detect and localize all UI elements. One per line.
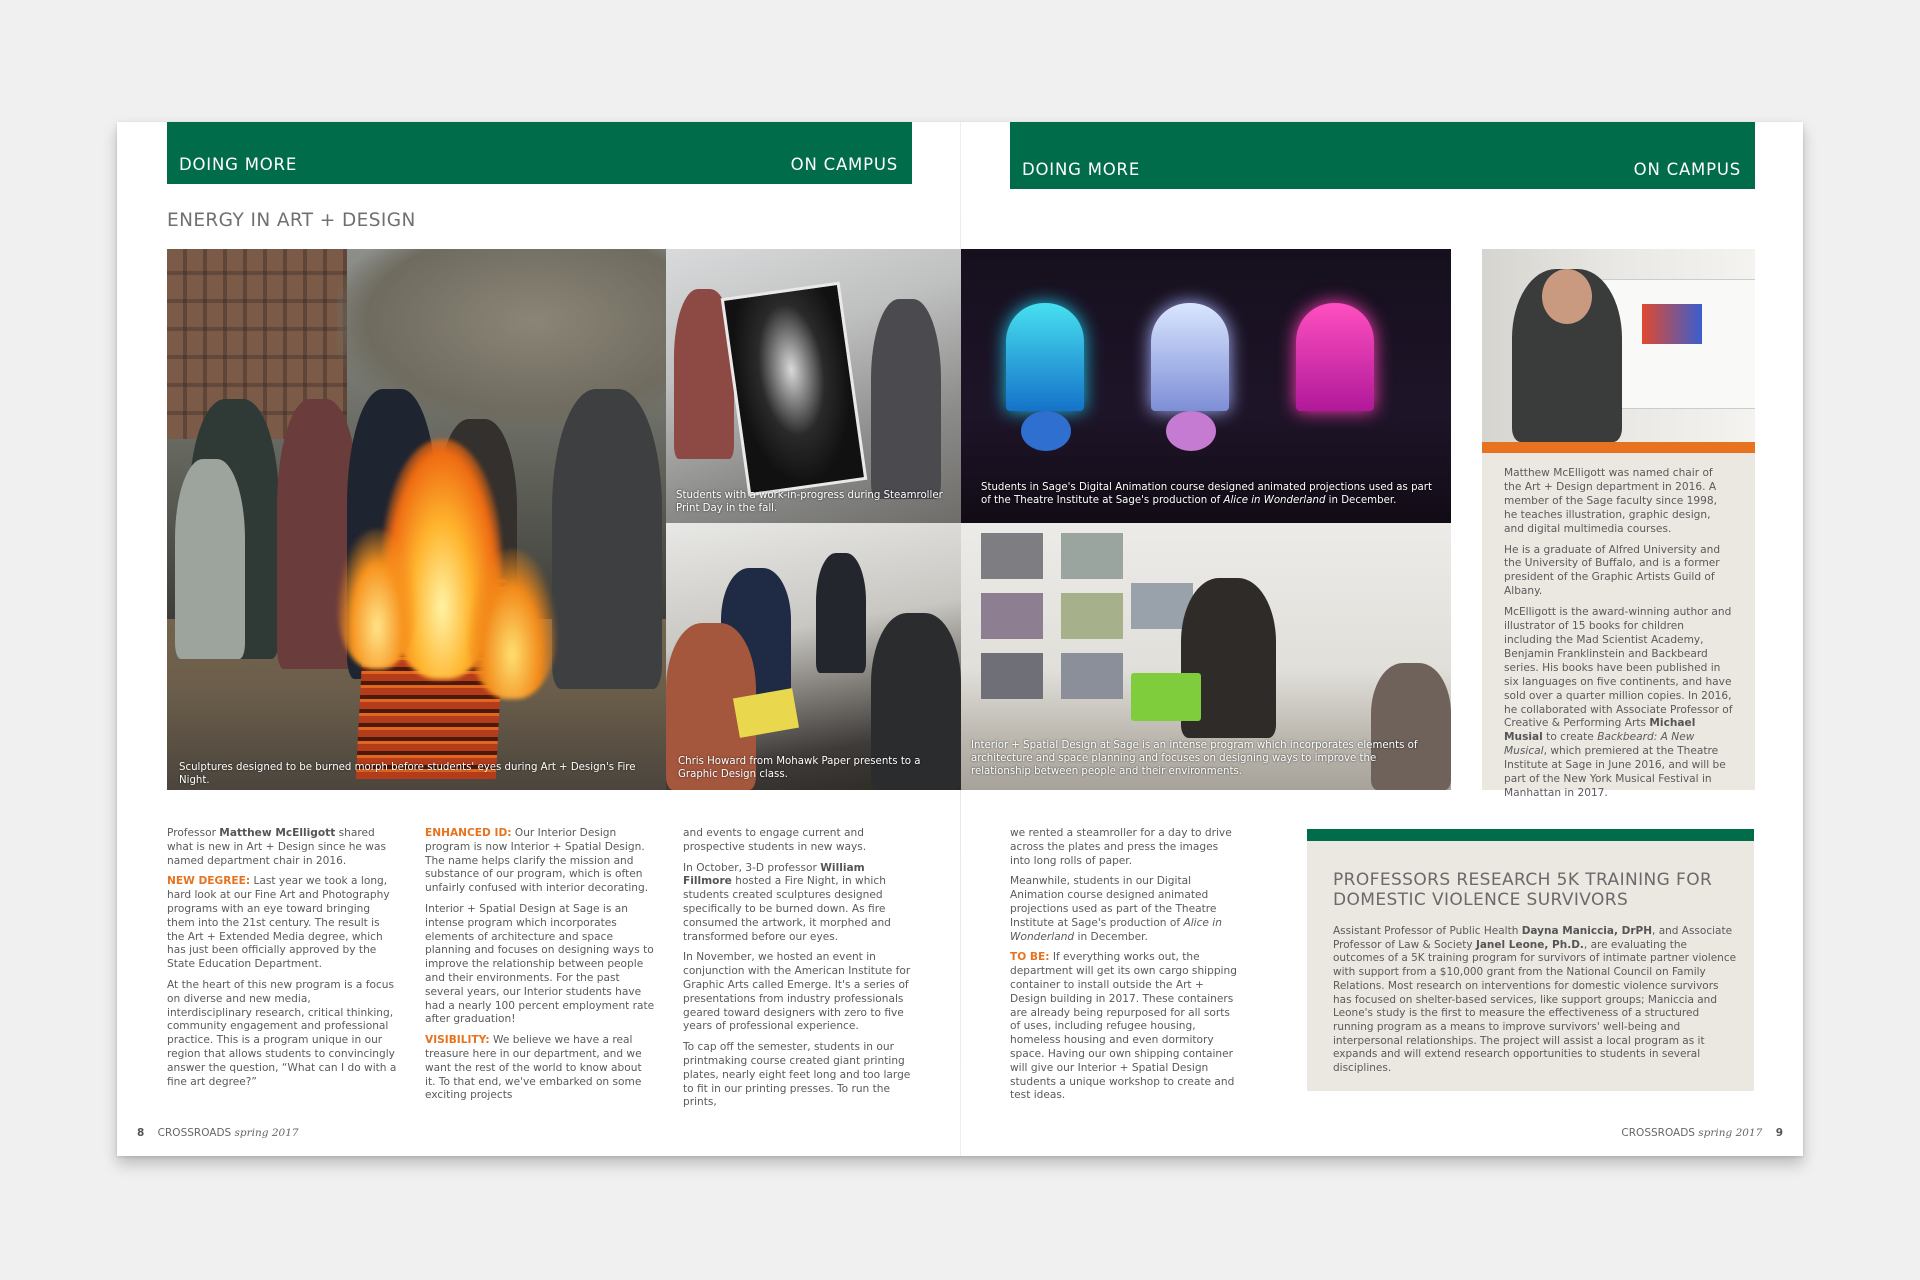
text: hosted a Fire Night, in which students created sculptures designed specifically to be burned down. As fire consumed the artwork, it morphed and transformed before our eyes. [683,875,891,943]
professor-photo [1482,249,1755,442]
bio-text: McElligott is the award-winning author and illustrator of 15 books for children including the Mad Scientist Academy, Benjamin Franklinstein and Backbeard series. His books have been published in six languages on five continents, and have sold over a quarter million copies. In 2016, he collaborated with Associate Professor of Creative & Performing Arts [1504,606,1733,730]
projected-face [1166,411,1216,451]
subhead-label: NEW DEGREE: [167,875,251,888]
bio-paragraph [1504,606,1733,801]
name: Matthew McElligott [219,827,336,839]
pinned-drawing [1061,533,1123,579]
caption-doors [981,481,1441,507]
section-title: ENERGY IN ART + DESIGN [167,210,416,231]
article-column-4 [1010,827,1240,1110]
pinned-drawing [981,593,1043,639]
caption-print: Students with a work-in-progress during Steamroller Print Day in the fall. [676,490,943,514]
pinned-drawing [1061,653,1123,699]
bio-panel [1482,453,1755,799]
footer-right [1621,1127,1783,1139]
person [816,553,866,673]
article-column-1 [167,827,397,1096]
bio-title: Backbeard: A New Musical [1504,731,1695,758]
projected-door [1296,303,1374,411]
bio-paragraph: Matthew McElligott was named chair of the Art + Design department in 2016. A member of the Sage faculty since 1998, he teaches illustration, graphic design, and digital multimedia courses. [1504,467,1717,535]
article-paragraph: In November, we hosted an event in conjunction with the American Institute for Graphic Arts called Emerge. It's a series of presentations from industry professionals geared toward designers with zero to five years of professional experience. [683,951,911,1033]
magazine-spread [117,122,1803,1156]
pinned-drawing [1061,593,1123,639]
name: Dayna Maniccia, DrPH [1521,925,1653,937]
article-paragraph [425,827,655,896]
caption-class2: Interior + Spatial Design at Sage is an intense program which incorporates elements of architecture and space planning and focuses on designing ways to improve the relationship between people and their environments. [971,740,1418,777]
page-number-left: 8 [137,1127,145,1139]
subhead-label: VISIBILITY: [425,1034,490,1047]
print-artwork [721,282,868,497]
name: William Fillmore [683,861,865,888]
flame [337,529,417,669]
caption-fire: Sculptures designed to be burned morph before students' eyes during Art + Design's Fire Night. [179,762,636,786]
person [552,389,662,689]
text: Last year we took a long, hard look at our Fine Art and Photography programs with an eye toward bringing them into the 21st century. The result is the Art + Extended Media degree, which has just been officially approved by the State Education Department. [167,875,390,971]
laptop [1131,673,1201,721]
graphic-design-class-photo [666,523,961,790]
issue-label: spring 2017 [234,1127,299,1139]
text: , are evaluating the outcomes of a 5K training program for survivors of intimate partner violence with support from a $10,000 grant from the National Council on Family Relations. Most research on interventions for domestic violence survivors has focused on shelter-based services, like support groups; Maniccia and Leone's study is the first to measure the effectiveness of a structured running program as a means to improve survivors' well-being and interpersonal relationships. The project will assist a local program as it expands and will extend research opportunities to students in several disciplines. [1333,938,1737,1075]
article-paragraph: Interior + Spatial Design at Sage is an intense program which incorporates elements of architecture and space planning and focuses on designing ways to improve the relationship between people and their environments. For the past several years, our Interior students have had a nearly 100 percent employment rate after graduation! [425,902,655,1026]
text: shared what is new in Art + Design since he was named department chair in 2016. [167,827,386,867]
article-column-2 [425,827,655,1110]
article-paragraph [1010,951,1240,1103]
article-paragraph: and events to engage current and prospective students in new ways. [683,827,867,853]
caption-doors-end: in December. [1325,495,1397,506]
flame [467,549,557,699]
poster [1642,304,1702,344]
header-section-left: ON CAMPUS [790,155,898,174]
issue-label: spring 2017 [1698,1127,1763,1139]
publication-name: CROSSROADS [157,1127,232,1139]
interior-design-class-photo [961,523,1451,790]
article-paragraph: To cap off the semester, students in our printmaking course created giant printing plates, nearly eight feet long and too large to fit in our printing presses. To run the prints, [683,1041,911,1109]
text: If everything works out, the department will get its own cargo shipping container to install outside the Art + Design building in 2017. These containers are already being repurposed for all sorts of uses, including refugee housing, homeless housing and even dormitory space. Having our own shipping container will give our Interior + Spatial Design students a unique workshop to create and test ideas. [1010,951,1237,1102]
header-label-left: DOING MORE [179,155,298,174]
header-section-right: ON CAMPUS [1633,160,1741,179]
bio-name: Michael Musial [1504,717,1696,744]
pinned-drawing [981,653,1043,699]
animation-projection-photo [961,249,1451,523]
publication-name: CROSSROADS [1621,1127,1695,1139]
professor-face [1542,269,1592,324]
subhead-label: TO BE: [1010,951,1050,964]
text: In October, 3-D professor [683,861,821,874]
bio-text: to create [1542,731,1598,744]
article-paragraph: we rented a steamroller for a day to drive across the plates and press the images into long rolls of paper. [1010,827,1232,867]
person [175,459,245,659]
article-column-3 [683,827,913,1117]
caption-doors-text: Students in Sage's Digital Animation course designed animated projections used as part of the Theatre Institute at Sage's production of [981,482,1432,506]
bio-text: , which premiered at the Theatre Institute at Sage in June 2016, and will be part of the New York Musical Festival in Manhattan in 2017. [1504,745,1726,799]
header-label-right: DOING MORE [1022,160,1141,179]
caption-doors-title: Alice in Wonderland [1223,495,1326,506]
text: Professor [167,827,220,839]
article-paragraph [167,875,397,972]
text: Our Interior Design program is now Interior + Spatial Design. The name helps clarify the mission and substance of our program, which is often unfairly confused with interior decorating. [425,827,649,895]
print-day-photo [666,249,961,523]
text: , and Associate Professor of Law & Society [1333,925,1733,951]
research-title: PROFESSORS RESEARCH 5K TRAINING FOR DOMESTIC VIOLENCE SURVIVORS [1333,870,1713,910]
production-title: Alice in Wonderland [1010,916,1222,943]
article-paragraph [683,862,913,945]
research-body [1333,925,1738,1076]
article-paragraph [1010,875,1240,944]
fire-night-photo [167,249,666,790]
header-band-left [167,122,912,184]
person [871,299,941,499]
article-paragraph [425,1034,655,1103]
header-band-right [1010,122,1755,189]
text: We believe we have a real treasure here in our department, and we want the rest of the world to know about it. To that end, we've embarked on some exciting projects [425,1034,642,1102]
subhead-label: ENHANCED ID: [425,827,512,839]
caption-class1: Chris Howard from Mohawk Paper presents to a Graphic Design class. [678,756,921,780]
name: Janel Leone, Ph.D. [1475,938,1584,951]
bio-accent-bar [1482,442,1755,453]
projected-door [1151,303,1229,411]
pinned-drawing [981,533,1043,579]
projected-face [1021,411,1071,451]
research-accent-bar [1307,829,1754,841]
text: Meanwhile, students in our Digital Animation course designed animated projections used as part of the Theatre Institute at Sage's production of [1010,875,1217,929]
bio-paragraph: He is a graduate of Alfred University and the University of Buffalo, and is a former president of the Graphic Artists Guild of Albany. [1504,543,1721,598]
research-sidebar [1307,829,1754,1091]
footer-left [137,1127,299,1139]
article-paragraph: At the heart of this new program is a focus on diverse and new media, interdisciplinary research, critical thinking, community engagement and professional practice. This is a program unique in our region that allows students to convincingly answer the question, “What can I do with a fine art degree?” [167,978,397,1088]
article-paragraph [167,827,397,868]
text: in December. [1074,930,1148,943]
page-number-right: 9 [1775,1127,1783,1139]
projected-door [1006,303,1084,411]
text: Assistant Professor of Public Health [1333,925,1522,937]
